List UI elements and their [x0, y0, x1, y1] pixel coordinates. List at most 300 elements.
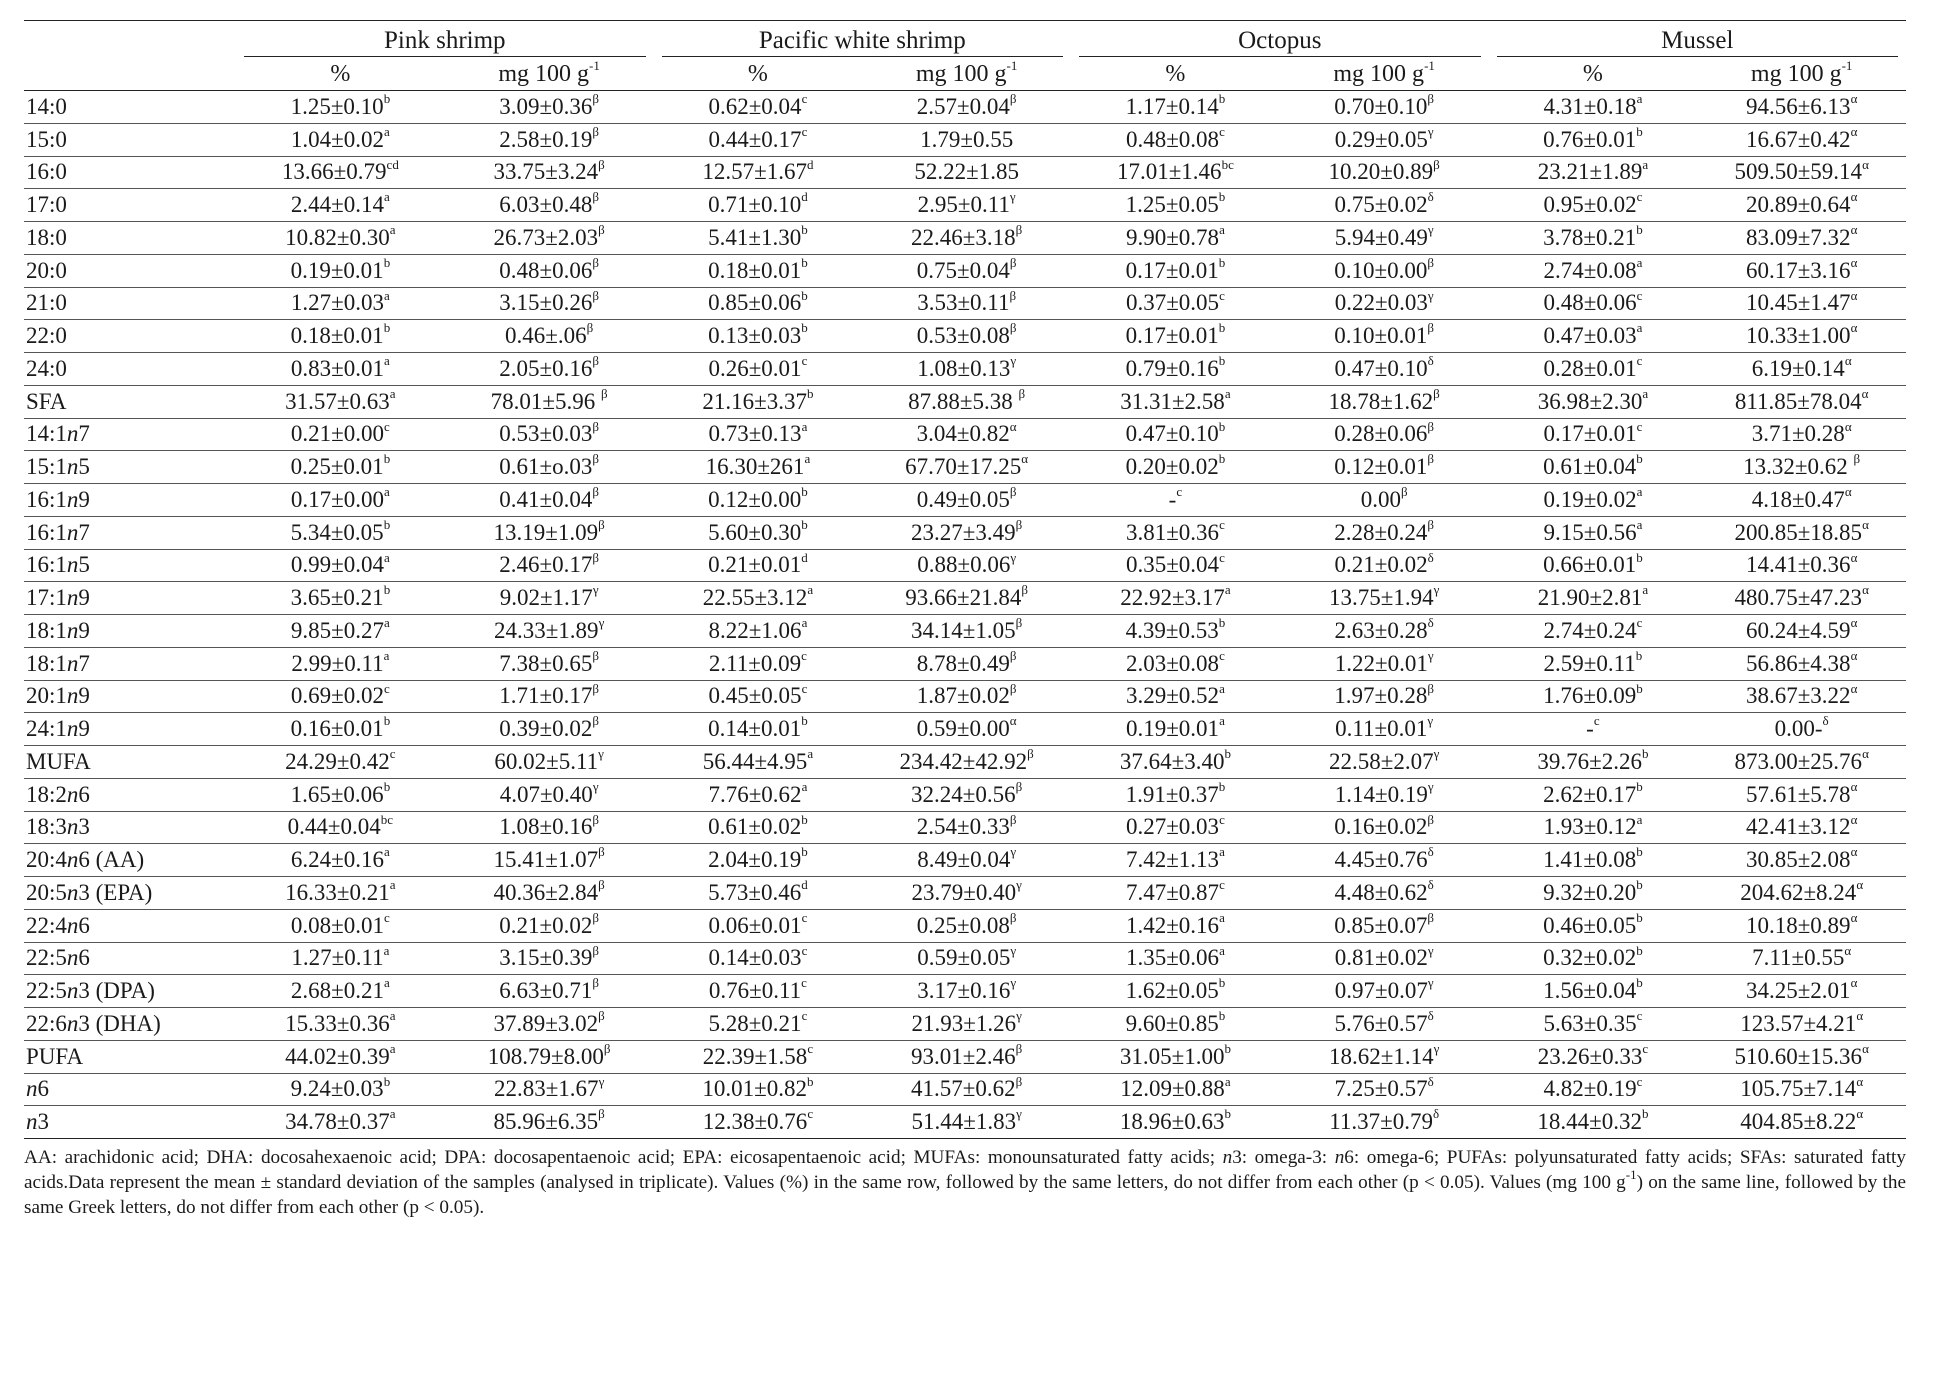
table-row [24, 254, 1906, 287]
value-cell: $6.03\pm 0.48^\beta$ [445, 189, 654, 222]
value-cell: 0.61±0.04$^b$ [1489, 451, 1698, 484]
value-cell: 0.73±0.13$^a$ [654, 418, 863, 451]
value-cell: $22.58\pm 2.07^\gamma$ [1280, 746, 1489, 779]
value-cell: 36.98±2.30$^a$ [1489, 385, 1698, 418]
value-cell: 0.26±0.01$^c$ [654, 353, 863, 386]
value-cell: $85.96\pm 6.35^\beta$ [445, 1106, 654, 1139]
value-cell: 0.14±0.01$^b$ [654, 713, 863, 746]
value-cell: $0.75\pm 0.02^\delta$ [1280, 189, 1489, 222]
value-cell: 3.29±0.52$^a$ [1071, 680, 1280, 713]
value-cell: $0.10\pm 0.01^\beta$ [1280, 320, 1489, 353]
value-cell: $0.59\pm 0.00^\alpha$ [862, 713, 1071, 746]
value-cell: 0.18±0.01$^b$ [236, 320, 445, 353]
value-cell: 16.33±0.21$^a$ [236, 877, 445, 910]
value-cell: 22.39±1.58$^c$ [654, 1040, 863, 1073]
value-cell: 6.24±0.16$^a$ [236, 844, 445, 877]
table-row [24, 484, 1906, 517]
value-cell: $0.25\pm 0.08^\beta$ [862, 909, 1071, 942]
table-row [24, 287, 1906, 320]
value-cell: 5.63±0.35$^c$ [1489, 1008, 1698, 1041]
table-row [24, 549, 1906, 582]
value-cell: $20.89\pm 0.64^\alpha$ [1697, 189, 1906, 222]
table-row [24, 942, 1906, 975]
row-label: 16:1n5 [24, 549, 236, 582]
value-cell: $0.61\pm o.03^\beta$ [445, 451, 654, 484]
value-cell: $0.29\pm 0.05^\gamma$ [1280, 123, 1489, 156]
value-cell: $83.09\pm 7.32^\alpha$ [1697, 222, 1906, 255]
value-cell: 0.08±0.01$^c$ [236, 909, 445, 942]
value-cell: 2.74±0.24$^c$ [1489, 615, 1698, 648]
value-cell: $13.75\pm 1.94^\gamma$ [1280, 582, 1489, 615]
value-cell: $3.15\pm 0.26^\beta$ [445, 287, 654, 320]
row-label: 17:1n9 [24, 582, 236, 615]
value-cell: -$^c$ [1489, 713, 1698, 746]
group-label: Octopus [1079, 27, 1481, 57]
value-cell: 21.90±2.81$^a$ [1489, 582, 1698, 615]
value-cell: 0.12±0.00$^b$ [654, 484, 863, 517]
value-cell: $0.11\pm 0.01^\gamma$ [1280, 713, 1489, 746]
value-cell: $0.70\pm 0.10^\beta$ [1280, 91, 1489, 124]
value-cell: $60.24\pm 4.59^\alpha$ [1697, 615, 1906, 648]
value-cell: 23.26±0.33$^c$ [1489, 1040, 1698, 1073]
table-row [24, 713, 1906, 746]
value-cell: $22.83\pm 1.67^\gamma$ [445, 1073, 654, 1106]
group-label: Pacific white shrimp [662, 27, 1064, 57]
value-cell: 0.19±0.01$^b$ [236, 254, 445, 287]
value-cell: 1.41±0.08$^b$ [1489, 844, 1698, 877]
group-header-row [24, 21, 1906, 59]
value-cell: $3.09\pm 0.36^\beta$ [445, 91, 654, 124]
value-cell: $0.39\pm 0.02^\beta$ [445, 713, 654, 746]
table-row [24, 156, 1906, 189]
value-cell: $0.85\pm 0.07^\beta$ [1280, 909, 1489, 942]
table-row [24, 582, 1906, 615]
value-cell: $18.78\pm 1.62^\beta$ [1280, 385, 1489, 418]
row-label: 15:1n5 [24, 451, 236, 484]
value-cell: $30.85\pm 2.08^\alpha$ [1697, 844, 1906, 877]
value-cell: $0.47\pm 0.10^\delta$ [1280, 353, 1489, 386]
value-cell: -$^c$ [1071, 484, 1280, 517]
value-cell: 0.47±0.03$^a$ [1489, 320, 1698, 353]
value-cell: $41.57\pm 0.62^\beta$ [862, 1073, 1071, 1106]
value-cell: 13.32±0.62 $^\beta$ [1697, 451, 1906, 484]
value-cell: 2.59±0.11$^b$ [1489, 647, 1698, 680]
value-cell: $3.15\pm 0.39^\beta$ [445, 942, 654, 975]
value-cell: 8.22±1.06$^a$ [654, 615, 863, 648]
value-cell: 4.39±0.53$^b$ [1071, 615, 1280, 648]
value-cell: $108.79\pm 8.00^\beta$ [445, 1040, 654, 1073]
value-cell: $24.33\pm 1.89^\gamma$ [445, 615, 654, 648]
value-cell: 17.01±1.46$^{bc}$ [1071, 156, 1280, 189]
row-label: 18:2n6 [24, 778, 236, 811]
value-cell: $16.67\pm 0.42^\alpha$ [1697, 123, 1906, 156]
row-label: 22:5n6 [24, 942, 236, 975]
row-label: 18:1n9 [24, 615, 236, 648]
value-cell: 0.61±0.02$^b$ [654, 811, 863, 844]
row-label: SFA [24, 385, 236, 418]
value-cell: 0.13±0.03$^b$ [654, 320, 863, 353]
value-cell: $51.44\pm 1.83^\gamma$ [862, 1106, 1071, 1139]
value-cell: $0.53\pm 0.08^\beta$ [862, 320, 1071, 353]
value-cell: 4.82±0.19$^c$ [1489, 1073, 1698, 1106]
value-cell: $5.94\pm 0.49^\gamma$ [1280, 222, 1489, 255]
value-cell: $42.41\pm 3.12^\alpha$ [1697, 811, 1906, 844]
value-cell: 1.79±0.55 [862, 123, 1071, 156]
value-cell: 0.18±0.01$^b$ [654, 254, 863, 287]
value-cell: 24.29±0.42$^c$ [236, 746, 445, 779]
value-cell: $811.85\pm 78.04^\alpha$ [1697, 385, 1906, 418]
table-row [24, 1073, 1906, 1106]
unit-header-mg: mg 100 $g^{-1}$ [1280, 58, 1489, 91]
value-cell: $14.41\pm 0.36^\alpha$ [1697, 549, 1906, 582]
value-cell: 0.95±0.02$^c$ [1489, 189, 1698, 222]
value-cell: 0.37±0.05$^c$ [1071, 287, 1280, 320]
row-label: 20:1n9 [24, 680, 236, 713]
value-cell: $23.27\pm 3.49^\beta$ [862, 516, 1071, 549]
value-cell: 0.21±0.01$^d$ [654, 549, 863, 582]
value-cell: 0.19±0.02$^a$ [1489, 484, 1698, 517]
value-cell: 5.34±0.05$^b$ [236, 516, 445, 549]
value-cell: 0.27±0.03$^c$ [1071, 811, 1280, 844]
value-cell: 0.17±0.01$^c$ [1489, 418, 1698, 451]
value-cell: $404.85\pm 8.22^\alpha$ [1697, 1106, 1906, 1139]
group-label: Pink shrimp [244, 27, 646, 57]
value-cell: 9.60±0.85$^b$ [1071, 1008, 1280, 1041]
group-label: Mussel [1497, 27, 1899, 57]
value-cell: $0.21\pm 0.02^\beta$ [445, 909, 654, 942]
value-cell: $1.22\pm 0.01^\gamma$ [1280, 647, 1489, 680]
value-cell: 2.68±0.21$^a$ [236, 975, 445, 1008]
value-cell: 9.85±0.27$^a$ [236, 615, 445, 648]
value-cell: 2.74±0.08$^a$ [1489, 254, 1698, 287]
value-cell: 22.92±3.17$^a$ [1071, 582, 1280, 615]
row-label: 20:0 [24, 254, 236, 287]
value-cell: 5.28±0.21$^c$ [654, 1008, 863, 1041]
row-label: 17:0 [24, 189, 236, 222]
value-cell: $105.75\pm 7.14^\alpha$ [1697, 1073, 1906, 1106]
row-label: MUFA [24, 746, 236, 779]
group-header-mussel [1489, 21, 1907, 59]
table-row [24, 680, 1906, 713]
value-cell: $0.28\pm 0.06^\beta$ [1280, 418, 1489, 451]
value-cell: 0.16±0.01$^b$ [236, 713, 445, 746]
table-row [24, 418, 1906, 451]
value-cell: 31.57±0.63$^a$ [236, 385, 445, 418]
value-cell: $7.11\pm 0.55^\alpha$ [1697, 942, 1906, 975]
value-cell: 1.27±0.03$^a$ [236, 287, 445, 320]
value-cell: 1.91±0.37$^b$ [1071, 778, 1280, 811]
value-cell: 0.48±0.06$^c$ [1489, 287, 1698, 320]
value-cell: $57.61\pm 5.78^\alpha$ [1697, 778, 1906, 811]
value-cell: $23.79\pm 0.40^\gamma$ [862, 877, 1071, 910]
value-cell: $4.48\pm 0.62^\delta$ [1280, 877, 1489, 910]
value-cell: $34.14\pm 1.05^\beta$ [862, 615, 1071, 648]
value-cell: 0.20±0.02$^b$ [1071, 451, 1280, 484]
row-label: 24:1n9 [24, 713, 236, 746]
value-cell: $2.63\pm 0.28^\delta$ [1280, 615, 1489, 648]
value-cell: $10.20\pm 0.89^\beta$ [1280, 156, 1489, 189]
value-cell: 0.06±0.01$^c$ [654, 909, 863, 942]
value-cell: 1.62±0.05$^b$ [1071, 975, 1280, 1008]
row-label: 22:0 [24, 320, 236, 353]
value-cell: $3.17\pm 0.16^\gamma$ [862, 975, 1071, 1008]
unit-header-percent: % [236, 58, 445, 91]
value-cell: 0.76±0.11$^c$ [654, 975, 863, 1008]
fatty-acid-table [24, 20, 1906, 1139]
value-cell: $60.02\pm 5.11^\gamma$ [445, 746, 654, 779]
value-cell: $0.12\pm 0.01^\beta$ [1280, 451, 1489, 484]
row-label: 21:0 [24, 287, 236, 320]
value-cell: $10.33\pm 1.00^\alpha$ [1697, 320, 1906, 353]
value-cell: $0.97\pm 0.07^\gamma$ [1280, 975, 1489, 1008]
value-cell: 0.85±0.06$^b$ [654, 287, 863, 320]
value-cell: 0.14±0.03$^c$ [654, 942, 863, 975]
value-cell: 0.66±0.01$^b$ [1489, 549, 1698, 582]
table-row [24, 222, 1906, 255]
value-cell: 0.99±0.04$^a$ [236, 549, 445, 582]
value-cell: $13.19\pm 1.09^\beta$ [445, 516, 654, 549]
value-cell: $93.01\pm 2.46^\beta$ [862, 1040, 1071, 1073]
value-cell: $37.89\pm 3.02^\beta$ [445, 1008, 654, 1041]
value-cell: $0.59\pm 0.05^\gamma$ [862, 942, 1071, 975]
value-cell: 0.35±0.04$^c$ [1071, 549, 1280, 582]
value-cell: 44.02±0.39$^a$ [236, 1040, 445, 1073]
table-row [24, 647, 1906, 680]
row-label: 18:3n3 [24, 811, 236, 844]
value-cell: $2.28\pm 0.24^\beta$ [1280, 516, 1489, 549]
value-cell: $93.66\pm 21.84^\beta$ [862, 582, 1071, 615]
value-cell: $94.56\pm 6.13^\alpha$ [1697, 91, 1906, 124]
value-cell: 9.15±0.56$^a$ [1489, 516, 1698, 549]
value-cell: $1.08\pm 0.13^\gamma$ [862, 353, 1071, 386]
value-cell: $0.53\pm 0.03^\beta$ [445, 418, 654, 451]
row-label: 14:1n7 [24, 418, 236, 451]
value-cell: 2.99±0.11$^a$ [236, 647, 445, 680]
value-cell: 12.09±0.88$^a$ [1071, 1073, 1280, 1106]
value-cell: 5.73±0.46$^d$ [654, 877, 863, 910]
row-label: PUFA [24, 1040, 236, 1073]
value-cell: $11.37\pm 0.79^\delta$ [1280, 1106, 1489, 1139]
value-cell: $9.02\pm 1.17^\gamma$ [445, 582, 654, 615]
table-footnote: AA: arachidonic acid; DHA: docosahexaenoic acid; DPA: docosapentaenoic acid; EPA: eicosapentaenoic acid; MUFAs: monounsaturated fatty acids; n3: omega-3: n6: omega-6; PUFAs: polyunsaturated fatty acids; SFAs: saturated fatty acids.Data represent the mean ± standard deviation of the samples (analysed in triplicate). Values (%) in the same row, followed by the same letters, do not differ from each other (p < 0.05). Values (mg 100 $g^{-1}$) on the same line, followed by the same Greek letters, do not differ from each other (p < 0.05). [24, 1147, 1906, 1218]
value-cell: 3.65±0.21$^b$ [236, 582, 445, 615]
value-cell: $0.48\pm 0.06^\beta$ [445, 254, 654, 287]
value-cell: 18.96±0.63$^b$ [1071, 1106, 1280, 1139]
value-cell: 2.04±0.19$^b$ [654, 844, 863, 877]
value-cell: $2.46\pm 0.17^\beta$ [445, 549, 654, 582]
value-cell: $7.38\pm 0.65^\beta$ [445, 647, 654, 680]
value-cell: 1.04±0.02$^a$ [236, 123, 445, 156]
value-cell: 3.81±0.36$^c$ [1071, 516, 1280, 549]
row-label: 16:0 [24, 156, 236, 189]
table-row [24, 615, 1906, 648]
value-cell: $0.16\pm 0.02^\beta$ [1280, 811, 1489, 844]
value-cell: 23.21±1.89$^a$ [1489, 156, 1698, 189]
value-cell: 10.82±0.30$^a$ [236, 222, 445, 255]
unit-header-percent: % [654, 58, 863, 91]
row-label: n3 [24, 1106, 236, 1139]
value-cell: $60.17\pm 3.16^\alpha$ [1697, 254, 1906, 287]
row-label: 18:0 [24, 222, 236, 255]
table-row [24, 844, 1906, 877]
value-cell: $234.42\pm 42.92^\beta$ [862, 746, 1071, 779]
value-cell: 22.55±3.12$^a$ [654, 582, 863, 615]
table-row [24, 909, 1906, 942]
value-cell: 1.35±0.06$^a$ [1071, 942, 1280, 975]
table-row [24, 778, 1906, 811]
table-row [24, 1040, 1906, 1073]
value-cell: 0.17±0.01$^b$ [1071, 320, 1280, 353]
unit-header-percent: % [1071, 58, 1280, 91]
value-cell: 10.01±0.82$^b$ [654, 1073, 863, 1106]
value-cell: $38.67\pm 3.22^\alpha$ [1697, 680, 1906, 713]
value-cell: $1.08\pm 0.16^\beta$ [445, 811, 654, 844]
row-label: 22:4n6 [24, 909, 236, 942]
value-cell: $509.50\pm 59.14^\alpha$ [1697, 156, 1906, 189]
value-cell: $40.36\pm 2.84^\beta$ [445, 877, 654, 910]
value-cell: $16.30\pm 261^a$ [654, 451, 863, 484]
value-cell: 15.33±0.36$^a$ [236, 1008, 445, 1041]
value-cell: $0.41\pm 0.04^\beta$ [445, 484, 654, 517]
value-cell: $4.07\pm 0.40^\gamma$ [445, 778, 654, 811]
table-row [24, 1106, 1906, 1139]
value-cell: 0.76±0.01$^b$ [1489, 123, 1698, 156]
value-cell: $0.10\pm 0.00^\beta$ [1280, 254, 1489, 287]
value-cell: 0.62±0.04$^c$ [654, 91, 863, 124]
corner-cell [24, 58, 236, 91]
value-cell: $0.88\pm 0.06^\gamma$ [862, 549, 1071, 582]
row-label: 18:1n7 [24, 647, 236, 680]
table-row [24, 516, 1906, 549]
row-label: 20:4n6 (AA) [24, 844, 236, 877]
value-cell: 1.42±0.16$^a$ [1071, 909, 1280, 942]
group-header-pink-shrimp [236, 21, 654, 59]
row-label: 14:0 [24, 91, 236, 124]
value-cell: 2.62±0.17$^b$ [1489, 778, 1698, 811]
group-header-pacific-white-shrimp [654, 21, 1072, 59]
table-container [24, 20, 1906, 1220]
value-cell: $204.62\pm 8.24^\alpha$ [1697, 877, 1906, 910]
value-cell: 0.21±0.00$^c$ [236, 418, 445, 451]
value-cell: 0.47±0.10$^b$ [1071, 418, 1280, 451]
value-cell: 31.05±1.00$^b$ [1071, 1040, 1280, 1073]
value-cell: 1.93±0.12$^a$ [1489, 811, 1698, 844]
table-row [24, 746, 1906, 779]
value-cell: $2.58\pm 0.19^\beta$ [445, 123, 654, 156]
row-label: 22:6n3 (DHA) [24, 1008, 236, 1041]
value-cell: 1.56±0.04$^b$ [1489, 975, 1698, 1008]
value-cell: 0.25±0.01$^b$ [236, 451, 445, 484]
value-cell: $2.05\pm 0.16^\beta$ [445, 353, 654, 386]
value-cell: 78.01±5.96 $^\beta$ [445, 385, 654, 418]
row-label: 15:0 [24, 123, 236, 156]
table-row [24, 975, 1906, 1008]
value-cell: 0.69±0.02$^c$ [236, 680, 445, 713]
value-cell: 0.00-$^\delta$ [1697, 713, 1906, 746]
row-label: 24:0 [24, 353, 236, 386]
value-cell: $0.75\pm 0.04^\beta$ [862, 254, 1071, 287]
value-cell: 21.16±3.37$^b$ [654, 385, 863, 418]
unit-header-percent: % [1489, 58, 1698, 91]
table-row [24, 91, 1906, 124]
value-cell: $4.45\pm 0.76^\delta$ [1280, 844, 1489, 877]
value-cell: 1.65±0.06$^b$ [236, 778, 445, 811]
table-body [24, 91, 1906, 1139]
value-cell: 7.76±0.62$^a$ [654, 778, 863, 811]
value-cell: 1.27±0.11$^a$ [236, 942, 445, 975]
value-cell: 31.31±2.58$^a$ [1071, 385, 1280, 418]
value-cell: $0.00^\beta$ [1280, 484, 1489, 517]
value-cell: 18.44±0.32$^b$ [1489, 1106, 1698, 1139]
row-label: 16:1n7 [24, 516, 236, 549]
value-cell: 0.19±0.01$^a$ [1071, 713, 1280, 746]
value-cell: $3.71\pm 0.28^\alpha$ [1697, 418, 1906, 451]
value-cell: 9.24±0.03$^b$ [236, 1073, 445, 1106]
value-cell: $0.21\pm 0.02^\delta$ [1280, 549, 1489, 582]
row-label: n6 [24, 1073, 236, 1106]
unit-header-mg: mg 100 $g^{-1}$ [862, 58, 1071, 91]
value-cell: 34.78±0.37$^a$ [236, 1106, 445, 1139]
value-cell: $0.81\pm 0.02^\gamma$ [1280, 942, 1489, 975]
value-cell: 0.44±0.17$^c$ [654, 123, 863, 156]
group-header-octopus [1071, 21, 1489, 59]
value-cell: $0.22\pm 0.03^\gamma$ [1280, 287, 1489, 320]
value-cell: $56.86\pm 4.38^\alpha$ [1697, 647, 1906, 680]
value-cell: 1.17±0.14$^b$ [1071, 91, 1280, 124]
value-cell: 1.76±0.09$^b$ [1489, 680, 1698, 713]
value-cell: $21.93\pm 1.26^\gamma$ [862, 1008, 1071, 1041]
value-cell: $0.49\pm 0.05^\beta$ [862, 484, 1071, 517]
value-cell: 0.28±0.01$^c$ [1489, 353, 1698, 386]
table-row [24, 811, 1906, 844]
value-cell: 0.17±0.01$^b$ [1071, 254, 1280, 287]
table-row [24, 877, 1906, 910]
table-row [24, 353, 1906, 386]
value-cell: $4.18\pm 0.47^\alpha$ [1697, 484, 1906, 517]
value-cell: $34.25\pm 2.01^\alpha$ [1697, 975, 1906, 1008]
value-cell: $22.46\pm 3.18^\beta$ [862, 222, 1071, 255]
value-cell: $123.57\pm 4.21^\alpha$ [1697, 1008, 1906, 1041]
value-cell: $2.54\pm 0.33^\beta$ [862, 811, 1071, 844]
table-row [24, 451, 1906, 484]
value-cell: $6.19\pm 0.14^\alpha$ [1697, 353, 1906, 386]
value-cell: 56.44±4.95$^a$ [654, 746, 863, 779]
value-cell: 5.60±0.30$^b$ [654, 516, 863, 549]
table-row [24, 320, 1906, 353]
value-cell: 0.83±0.01$^a$ [236, 353, 445, 386]
value-cell: $33.75\pm 3.24^\beta$ [445, 156, 654, 189]
value-cell: $10.45\pm 1.47^\alpha$ [1697, 287, 1906, 320]
value-cell: 1.25±0.10$^b$ [236, 91, 445, 124]
value-cell: 9.90±0.78$^a$ [1071, 222, 1280, 255]
value-cell: 12.38±0.76$^c$ [654, 1106, 863, 1139]
row-label: 16:1n9 [24, 484, 236, 517]
value-cell: $3.04\pm 0.82^\alpha$ [862, 418, 1071, 451]
value-cell: 0.45±0.05$^c$ [654, 680, 863, 713]
value-cell: $1.97\pm 0.28^\beta$ [1280, 680, 1489, 713]
value-cell: $480.75\pm 47.23^\alpha$ [1697, 582, 1906, 615]
value-cell: $2.95\pm 0.11^\gamma$ [862, 189, 1071, 222]
value-cell: 2.03±0.08$^c$ [1071, 647, 1280, 680]
value-cell: 37.64±3.40$^b$ [1071, 746, 1280, 779]
value-cell: 0.79±0.16$^b$ [1071, 353, 1280, 386]
value-cell: 4.31±0.18$^a$ [1489, 91, 1698, 124]
table-row [24, 1008, 1906, 1041]
value-cell: 0.71±0.10$^d$ [654, 189, 863, 222]
value-cell: $1.87\pm 0.02^\beta$ [862, 680, 1071, 713]
value-cell: $1.71\pm 0.17^\beta$ [445, 680, 654, 713]
value-cell: $18.62\pm 1.14^\gamma$ [1280, 1040, 1489, 1073]
